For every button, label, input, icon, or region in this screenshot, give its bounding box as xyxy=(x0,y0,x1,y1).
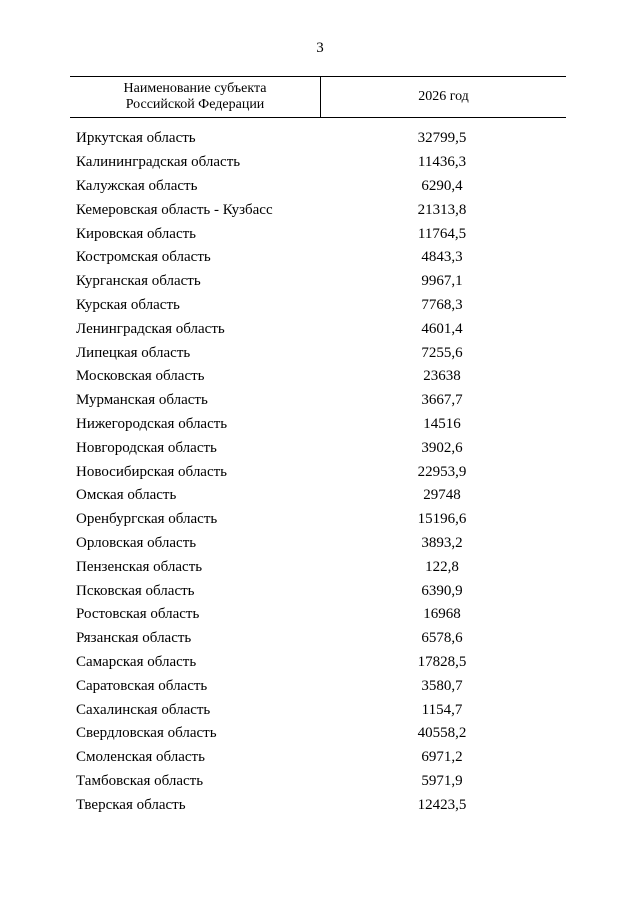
table-row xyxy=(76,341,566,365)
table-row xyxy=(76,651,566,675)
region-value: 3580,7 xyxy=(421,677,463,694)
region-value: 40558,2 xyxy=(417,725,467,742)
region-name: Тамбовская область xyxy=(76,772,204,789)
region-value: 23638 xyxy=(423,368,461,385)
region-name: Тверская область xyxy=(76,796,186,813)
table-row xyxy=(76,175,566,199)
table-row xyxy=(76,698,566,722)
region-value: 29748 xyxy=(423,487,461,504)
region-name: Ленинградская область xyxy=(76,320,225,337)
region-name: Курская область xyxy=(76,296,180,313)
region-value: 7768,3 xyxy=(421,296,463,313)
table-row xyxy=(76,627,566,651)
region-name: Пензенская область xyxy=(76,558,203,575)
header-subject-name-line2: Российской Федерации xyxy=(125,97,265,112)
region-name: Сахалинская область xyxy=(76,701,211,718)
region-value: 11764,5 xyxy=(417,225,467,242)
region-name: Омская область xyxy=(76,487,177,504)
table-row xyxy=(76,579,566,603)
region-name: Новосибирская область xyxy=(76,463,228,480)
table-row xyxy=(76,746,566,770)
table-row xyxy=(76,532,566,556)
table-row xyxy=(76,294,566,318)
region-value: 32799,5 xyxy=(417,130,467,147)
region-name: Псковская область xyxy=(76,582,195,599)
region-name: Нижегородская область xyxy=(76,415,228,432)
region-value: 6971,2 xyxy=(421,749,463,766)
table-row xyxy=(76,770,566,794)
region-name: Липецкая область xyxy=(76,344,191,361)
table-row xyxy=(76,222,566,246)
region-name: Иркутская область xyxy=(76,130,196,147)
region-name: Калужская область xyxy=(76,177,198,194)
table-row xyxy=(76,603,566,627)
header-subject-name-line1: Наименование субъекта xyxy=(123,81,267,96)
region-value: 15196,6 xyxy=(417,511,467,528)
table-body xyxy=(76,127,566,817)
region-value: 1154,7 xyxy=(421,701,463,718)
region-value: 5971,9 xyxy=(421,772,463,789)
table-row xyxy=(76,151,566,175)
region-value: 4843,3 xyxy=(421,249,463,266)
region-name: Калининградская область xyxy=(76,154,241,171)
table-row xyxy=(76,555,566,579)
region-name: Орловская область xyxy=(76,534,197,551)
region-value: 21313,8 xyxy=(417,201,467,218)
region-value: 7255,6 xyxy=(421,344,463,361)
header-subject-name xyxy=(70,77,321,117)
table-row xyxy=(76,484,566,508)
region-name: Костромская область xyxy=(76,249,211,266)
region-value: 3902,6 xyxy=(421,439,463,456)
region-name: Смоленская область xyxy=(76,749,205,766)
region-value: 11436,3 xyxy=(417,154,467,171)
region-value: 12423,5 xyxy=(417,796,467,813)
table-row xyxy=(76,508,566,532)
table-row xyxy=(76,436,566,460)
region-value: 4601,4 xyxy=(421,320,463,337)
table-row xyxy=(76,246,566,270)
region-name: Рязанская область xyxy=(76,630,192,647)
region-name: Курганская область xyxy=(76,273,201,290)
region-name: Кемеровская область - Кузбасс xyxy=(76,201,273,218)
region-value: 17828,5 xyxy=(417,653,467,670)
table-row xyxy=(76,413,566,437)
region-name: Кировская область xyxy=(76,225,197,242)
region-value: 3893,2 xyxy=(421,534,463,551)
table-row xyxy=(76,793,566,817)
region-name: Мурманская область xyxy=(76,392,208,409)
table-row xyxy=(76,365,566,389)
table-row xyxy=(76,127,566,151)
region-value: 22953,9 xyxy=(417,463,467,480)
table-row xyxy=(76,389,566,413)
page-number: 3 xyxy=(316,40,324,56)
region-name: Московская область xyxy=(76,368,205,385)
header-year: 2026 год xyxy=(418,89,469,104)
region-name: Ростовская область xyxy=(76,606,200,623)
region-value: 16968 xyxy=(423,606,461,623)
region-value: 6290,4 xyxy=(421,177,463,194)
table-row xyxy=(76,198,566,222)
region-name: Свердловская область xyxy=(76,725,217,742)
table-row xyxy=(76,317,566,341)
region-value: 6390,9 xyxy=(421,582,463,599)
region-name: Новгородская область xyxy=(76,439,217,456)
table-header xyxy=(70,76,566,118)
table-row xyxy=(76,460,566,484)
table-row xyxy=(76,270,566,294)
region-value: 122,8 xyxy=(425,558,459,575)
region-value: 9967,1 xyxy=(421,273,463,290)
table-row xyxy=(76,674,566,698)
region-name: Самарская область xyxy=(76,653,197,670)
region-value: 3667,7 xyxy=(421,392,463,409)
region-value: 6578,6 xyxy=(421,630,463,647)
region-value: 14516 xyxy=(423,415,461,432)
region-name: Оренбургская область xyxy=(76,511,218,528)
region-name: Саратовская область xyxy=(76,677,208,694)
table-row xyxy=(76,722,566,746)
